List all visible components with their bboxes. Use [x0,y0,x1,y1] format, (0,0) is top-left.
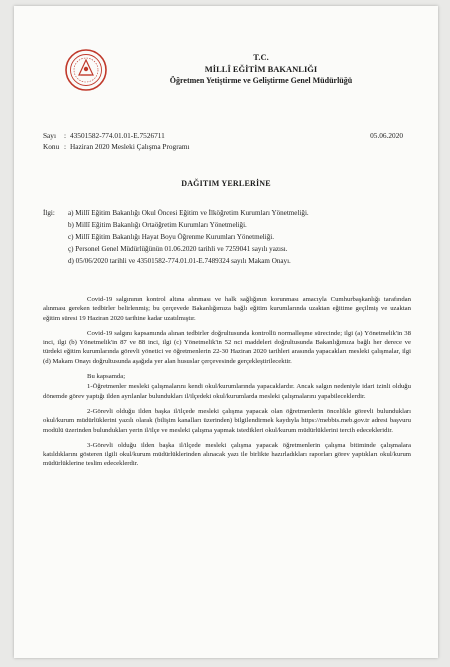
body-paragraph: 1-Öğretmenler mesleki çalışmalarını kendi okul/kurumlarında yapacaklardır. Ancak salgın nedeniyle idari izinli olduğu dönemde görev yaptığı ilden ayrılanlar bulundukları il/ilçedeki okul/kurumlarda mesleki çalışmalarını yapabileceklerdir. [43,383,411,400]
konu-row: Konu : Haziran 2020 Mesleki Çalışma Programı [43,142,190,151]
konu-value: Haziran 2020 Mesleki Çalışma Programı [70,142,190,151]
document-date: 05.06.2020 [370,131,403,140]
ilgi-item: İlgi: a) Millî Eğitim Bakanlığı Okul Öncesi Eğitim ve İlköğretim Kurumları Yönetmeliği. [43,209,309,217]
header-directorate: Öğretmen Yetiştirme ve Geliştirme Genel Müdürlüğü [169,76,353,85]
body-paragraph: Bu kapsamda; [87,373,126,381]
ilgi-item: b) Millî Eğitim Bakanlığı Ortaöğretim Kurumları Yönetmeliği. [68,221,247,229]
ilgi-block [43,207,413,267]
body-paragraph: Covid-19 salgını kapsamında alınan tedbirler doğrultusunda kontrollü normalleşme sürecinde; ilgi (a) Yönetmelik'in 38 inci, ilgi (b) Yönetmelik'in 87 ve 88 inci, ilgi (c) Yönetmelik'in 52 nci maddeleri doğrultusunda Bakanlığımıza bağlı her derece ve türdeki eğitim kurumlarında görevli yönetici ve öğretmenlerin 22-30 Haziran 2020 tarihleri arasında yapacakları mesleki çalışmalar, ilgi (d) Makam Onayı doğrultusunda aşağıda yer alan hususlar çerçevesinde gerçekleştirilecektir. [43,329,411,365]
sayi-value: 43501582-774.01.01-E.7526711 [70,131,165,140]
header-tc: T.C. [253,52,269,62]
ilgi-label: İlgi: [43,209,55,217]
document-page [14,6,438,658]
sayi-label: Sayı [43,131,56,140]
ilgi-item: c) Millî Eğitim Bakanlığı Hayat Boyu Öğrenme Kurumları Yönetmeliği. [68,233,275,241]
document-header [14,51,438,87]
konu-label: Konu [43,142,60,151]
document-body [43,295,411,475]
ilgi-item: ç) Personel Genel Müdürlüğünün 01.06.2020 tarihli ve 7259041 sayılı yazısı. [68,245,288,253]
ilgi-item: d) 05/06/2020 tarihli ve 43501582-774.01.01-E.7489324 sayılı Makam Onayı. [68,257,291,265]
body-paragraph: Covid-19 salgınının kontrol altına alınması ve halk sağlığının korunması amacıyla Cumhurbaşkanlığı tarafından alınması gereken tedbirler belirlenmiş; bu çerçevede Bakanlığımıza bağlı eğitim kurumlarında uzaktan eğitime geçilmiş ve uzaktan eğitim süresi 19 Haziran 2020 tarihine kadar uzatılmıştır. [43,296,411,322]
body-paragraph: 2-Görevli olduğu ilden başka il/ilçede mesleki çalışma yapacak olan öğretmenlerin öncelikle görevli bulundukları okul/kurum müdürlüklerini yazılı olarak (bilişim kanalları üzerinden) bilgilendirmek kaydıyla https://mebbis.meb.gov.tr adresi başvuru modülü üzerinden bulundukları yerin il/ilçe ve mesleki çalışma yapmak istedikleri okul/kurum müdürlüklerini tercih edecekleridir. [43,407,411,434]
document-meta [43,130,403,152]
sayi-row: Sayı : 43501582-774.01.01-E.7526711 [43,131,165,140]
distribution-title: DAĞITIM YERLERİNE [181,179,271,188]
body-paragraph: 3-Görevli olduğu ilden başka il/ilçede mesleki çalışma yapacak öğretmenlerin çalışma bitiminde çalışmalara katıldıklarını gösteren ilgili okul/kurum müdürlüklerinden alınacak yazı ile birlikte hazırladıkları raporları görev yaptıkları okul/kurum müdürlüklerine teslim edeceklerdir. [43,441,411,468]
header-ministry: MİLLÎ EĞİTİM BAKANLIĞI [204,64,318,74]
